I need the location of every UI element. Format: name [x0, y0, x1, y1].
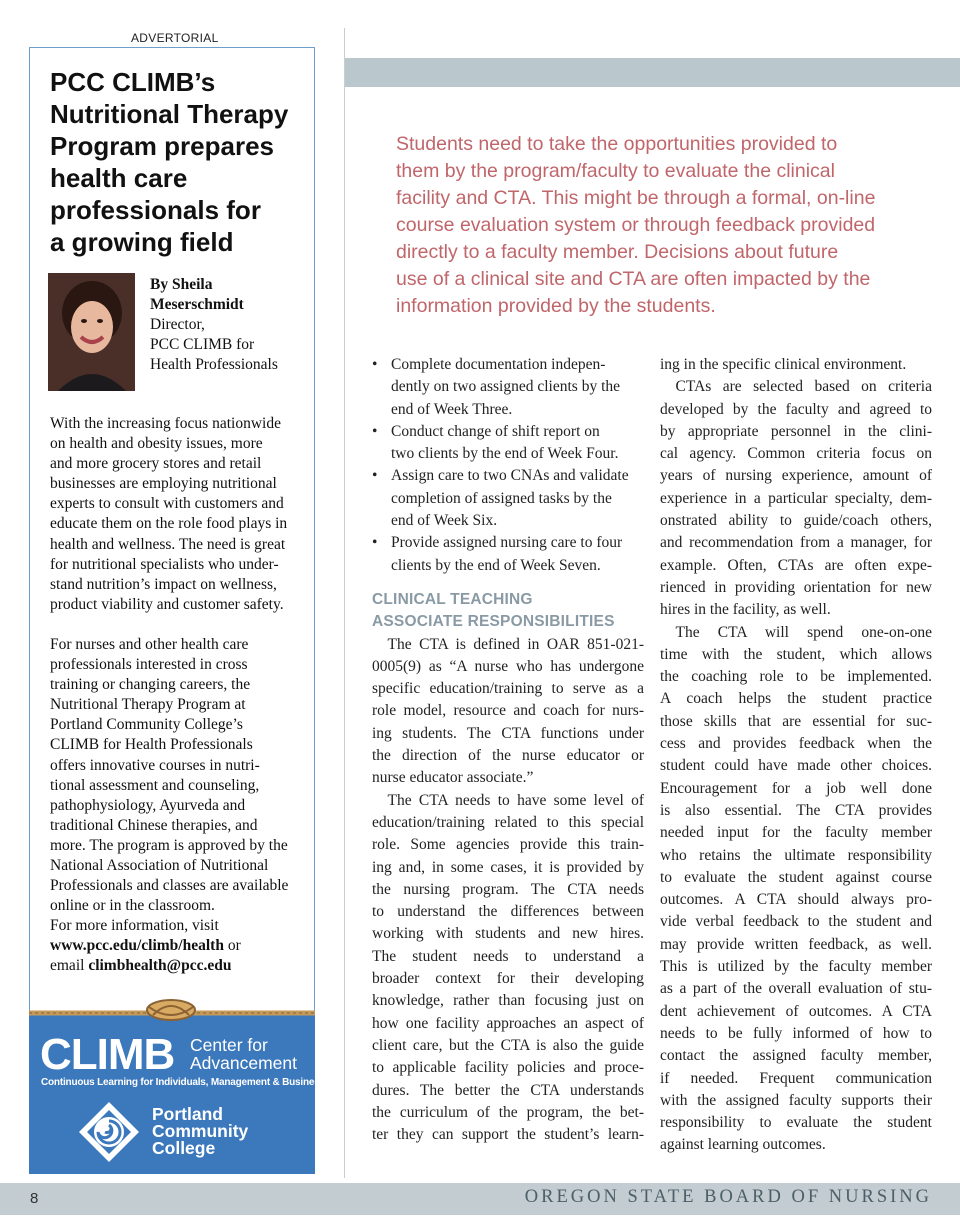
bullet-line: [372, 399, 644, 421]
body-line: knowledge, rather than focusing just on: [372, 992, 644, 1010]
text-line: For nurses and other health care: [50, 635, 249, 653]
text-line: and more grocery stores and retail: [50, 455, 262, 473]
text-line: Portland Community College’s: [50, 716, 243, 734]
body-line: to evaluate the student against course: [660, 868, 932, 886]
body-line: rienced in providing orientation for new: [660, 578, 932, 596]
pull-quote-line: Students need to take the opportunities provided to: [396, 133, 838, 155]
header-bar: [345, 58, 960, 87]
bullet-text: Provide assigned nursing care to four: [391, 534, 623, 552]
body-line: broader context for their developing: [372, 970, 644, 988]
text-line: educate them on the role food plays in: [50, 515, 288, 533]
byline: [150, 275, 310, 375]
bullet-line: [372, 354, 644, 376]
text-line: training or changing careers, the: [50, 676, 251, 694]
bullet-line: [372, 443, 644, 465]
body-line: ing and, in some cases, it is provided by: [372, 858, 644, 876]
text-line: traditional Chinese therapies, and: [50, 816, 258, 834]
body-line: This is utilized by the faculty member: [660, 958, 932, 976]
body-line: The student needs to understand a: [372, 947, 644, 965]
body-line: outcomes. A CTA should always pro-: [660, 891, 932, 909]
body-line: may provide written feedback, as well.: [660, 935, 932, 953]
body-line: nurse educator associate.”: [372, 769, 534, 787]
page-number: 8: [30, 1190, 39, 1207]
body-line: the nursing program. The CTA needs: [372, 880, 644, 898]
bullet-dot-icon: •: [372, 356, 378, 373]
body-line: with the assigned faculty supports their: [660, 1091, 932, 1109]
section-heading: CLINICAL TEACHING: [372, 590, 533, 608]
text-line: National Association of Nutritional: [50, 856, 269, 874]
body-line: years of nursing experience, amount of: [660, 467, 932, 485]
body-line: time with the student, which allows: [660, 645, 932, 663]
headline-line: PCC CLIMB’s: [50, 67, 216, 97]
email-link[interactable]: climbhealth@pcc.edu: [88, 957, 232, 975]
bullet-item: [372, 421, 644, 466]
body-line: developed by the faculty and agreed to: [660, 400, 932, 418]
body-line: education/training related to this special: [372, 813, 644, 831]
body-line: cal agency. Common criteria focus on: [660, 445, 932, 463]
text-line: health and wellness. The need is great: [50, 535, 286, 553]
pull-quote-line: facility and CTA. This might be through a formal, on-line: [396, 187, 876, 209]
pull-quote-line: course evaluation system or through feedback provided: [396, 214, 876, 236]
advertorial-label: ADVERTORIAL: [131, 31, 219, 45]
pull-quote-line: them by the program/faculty to evaluate the clinical: [396, 160, 835, 182]
body-line: student could have made other choices.: [660, 757, 932, 775]
bullet-line: [372, 421, 644, 443]
headline-line: a growing field: [50, 227, 234, 257]
byline-author: By Sheila: [150, 276, 213, 293]
text-line: Nutritional Therapy Program at: [50, 696, 246, 714]
body-line: example. Often, CTAs are often expe-: [660, 556, 932, 574]
bullet-text: Assign care to two CNAs and validate: [391, 467, 629, 485]
body-line: the curriculum of the program, the bet-: [372, 1103, 644, 1121]
text-line: With the increasing focus nationwide: [50, 415, 281, 432]
body-line: specific education/training to serve as a: [372, 680, 644, 698]
text-line: businesses are employing nutritional: [50, 475, 277, 493]
body-line: A coach helps the student practice: [660, 690, 932, 708]
publication-name: OREGON STATE BOARD OF NURSING: [524, 1187, 932, 1207]
body-line: 0005(9) as “A nurse who has undergone: [372, 657, 644, 675]
body-line: who retains the ultimate responsibility: [660, 846, 932, 864]
bullet-item: [372, 532, 644, 577]
body-line: experience in a particular specialty, dem-: [660, 489, 932, 507]
headline-line: Program prepares: [50, 131, 274, 161]
bullet-line: [372, 555, 644, 577]
body-line: those skills that are essential for suc-: [660, 712, 932, 730]
bullet-text: Conduct change of shift report on: [391, 422, 600, 440]
sidebar-headline: [50, 66, 310, 258]
body-line: is also essential. The CTA provides: [660, 801, 932, 819]
body-line: The CTA is defined in OAR 851-021-: [372, 635, 644, 653]
text-line: CLIMB for Health Professionals: [50, 736, 253, 754]
column-divider: [344, 28, 345, 1178]
climb-subtitle-line: Center for: [190, 1035, 268, 1055]
bullet-text: clients by the end of Week Seven.: [391, 556, 601, 574]
pcc-logo-line: Community: [152, 1121, 249, 1141]
body-line: against learning outcomes.: [660, 1136, 826, 1154]
body-line: needed input for the faculty member: [660, 824, 932, 842]
body-line: ter they can support the student’s learn-: [372, 1126, 644, 1144]
headline-line: Nutritional Therapy: [50, 99, 289, 129]
author-photo: [48, 273, 135, 391]
pull-quote-line: use of a clinical site and CTA are often impacted by the: [396, 268, 871, 290]
body-line: The CTA needs to have some level of: [372, 791, 644, 809]
body-line: client care, but the CTA is also the guide: [372, 1036, 644, 1054]
headline-line: professionals for: [50, 195, 261, 225]
text-line: tional assessment and counseling,: [50, 776, 260, 794]
text-line: for nutritional specialists who under-: [50, 555, 279, 573]
pcc-logo-line: Portland: [152, 1104, 223, 1124]
bullet-line: [372, 465, 644, 487]
climb-tagline: Continuous Learning for Individuals, Management & Business: [41, 1077, 325, 1088]
contact-line: [50, 956, 305, 976]
bullet-item: [372, 465, 644, 532]
body-line: as a part of the overall evaluation of stu-: [660, 980, 932, 998]
body-line: needs to be fully informed of how to: [660, 1024, 932, 1042]
byline-title: PCC CLIMB for: [150, 336, 255, 353]
body-line: the coaching role to be implemented.: [660, 668, 932, 686]
email-prefix: email: [50, 957, 89, 975]
pcc-logo-text: [152, 1106, 248, 1157]
body-line: contact the assigned faculty member,: [660, 1047, 932, 1065]
body-line: dures. The better the CTA understands: [372, 1081, 644, 1099]
body-line: CTAs are selected based on criteria: [660, 378, 932, 396]
bullet-text: end of Week Six.: [391, 512, 498, 530]
byline-title: Director,: [150, 316, 205, 333]
text-line: on health and obesity issues, more: [50, 435, 263, 453]
bullet-dot-icon: •: [372, 534, 378, 552]
body-line: the direction of the nurse educator or: [372, 747, 644, 765]
text-line: pathophysiology, Ayurveda and: [50, 796, 246, 814]
bullet-line: [372, 532, 644, 554]
bullet-line: [372, 488, 644, 510]
pull-quote: [396, 131, 916, 320]
text-line: product viability and customer safety.: [50, 595, 284, 613]
byline-title: Health Professionals: [150, 356, 278, 373]
contact-line: For more information, visit: [50, 917, 219, 935]
body-line: hires in the facility, as well.: [660, 601, 831, 619]
text-line: experts to consult with customers and: [50, 495, 284, 513]
body-line: Encouragement for a job well done: [660, 779, 932, 797]
body-line: by appropriate personnel in the clini-: [660, 422, 932, 440]
sidebar-paragraph: [50, 635, 305, 977]
bullet-text: end of Week Three.: [391, 400, 513, 418]
contact-line: [50, 936, 305, 956]
body-line: ing in the specific clinical environment.: [660, 356, 907, 373]
pcc-logo-line: College: [152, 1138, 216, 1158]
bullet-text: Complete documentation indepen-: [391, 356, 606, 373]
pcc-diamond-logo-icon: [78, 1101, 140, 1163]
text-line: offers innovative courses in nutri-: [50, 756, 260, 774]
bullet-text: two clients by the end of Week Four.: [391, 445, 619, 463]
bullet-line: [372, 510, 644, 532]
text-line: professionals interested in cross: [50, 656, 248, 674]
article-column-1: [372, 354, 644, 1146]
body-line: to understand the differences between: [372, 903, 644, 921]
body-line: role. Some agencies provide this train-: [372, 836, 644, 854]
body-line: working with students and new hires.: [372, 925, 644, 943]
text-line: online or in the classroom.: [50, 897, 215, 915]
bullet-text: dently on two assigned clients by the: [391, 378, 621, 396]
climb-logo-word: CLIMB: [40, 1030, 175, 1079]
article-column-2: [660, 354, 932, 1157]
climb-logo-subtitle: [190, 1036, 297, 1072]
sidebar-paragraph: [50, 414, 305, 615]
contact-or: or: [223, 937, 241, 955]
bullet-text: completion of assigned tasks by the: [391, 489, 612, 507]
bullet-item: [372, 354, 644, 421]
byline-author: Meserschmidt: [150, 296, 244, 313]
body-line: and recommendation from a manager, for: [660, 534, 932, 552]
website-link[interactable]: www.pcc.edu/climb/health: [50, 937, 224, 955]
text-line: Professionals and classes are available: [50, 877, 289, 895]
spacer: [372, 577, 644, 589]
body-line: The CTA will spend one-on-one: [660, 623, 932, 641]
body-line: cess and provides feedback when the: [660, 735, 932, 753]
body-line: how one facility approaches an aspect of: [372, 1014, 644, 1032]
pull-quote-line: directly to a faculty member. Decisions about future: [396, 241, 839, 263]
sidebar-body: [50, 414, 305, 977]
text-line: stand nutrition’s impact on wellness,: [50, 575, 277, 593]
body-line: to applicable facility policies and proce-: [372, 1059, 644, 1077]
headline-line: health care: [50, 163, 188, 193]
body-line: if needed. Frequent communication: [660, 1069, 932, 1087]
body-line: onstrated ability to guide/coach others,: [660, 512, 932, 530]
body-line: role model, resource and coach for nurs-: [372, 702, 644, 720]
body-line: vide verbal feedback to the student and: [660, 913, 932, 931]
bullet-line: [372, 376, 644, 398]
text-line: more. The program is approved by the: [50, 836, 288, 854]
pull-quote-line: information provided by the students.: [396, 295, 716, 317]
body-line: ing students. The CTA functions under: [372, 724, 644, 742]
body-line: dent achievement of outcomes. A CTA: [660, 1002, 932, 1020]
section-heading: ASSOCIATE RESPONSIBILITIES: [372, 613, 615, 631]
bullet-dot-icon: •: [372, 422, 378, 440]
climb-subtitle-line: Advancement: [190, 1053, 298, 1073]
body-line: responsibility to evaluate the student: [660, 1114, 932, 1132]
bullet-dot-icon: •: [372, 467, 378, 485]
rope-knot-icon: [29, 997, 315, 1023]
